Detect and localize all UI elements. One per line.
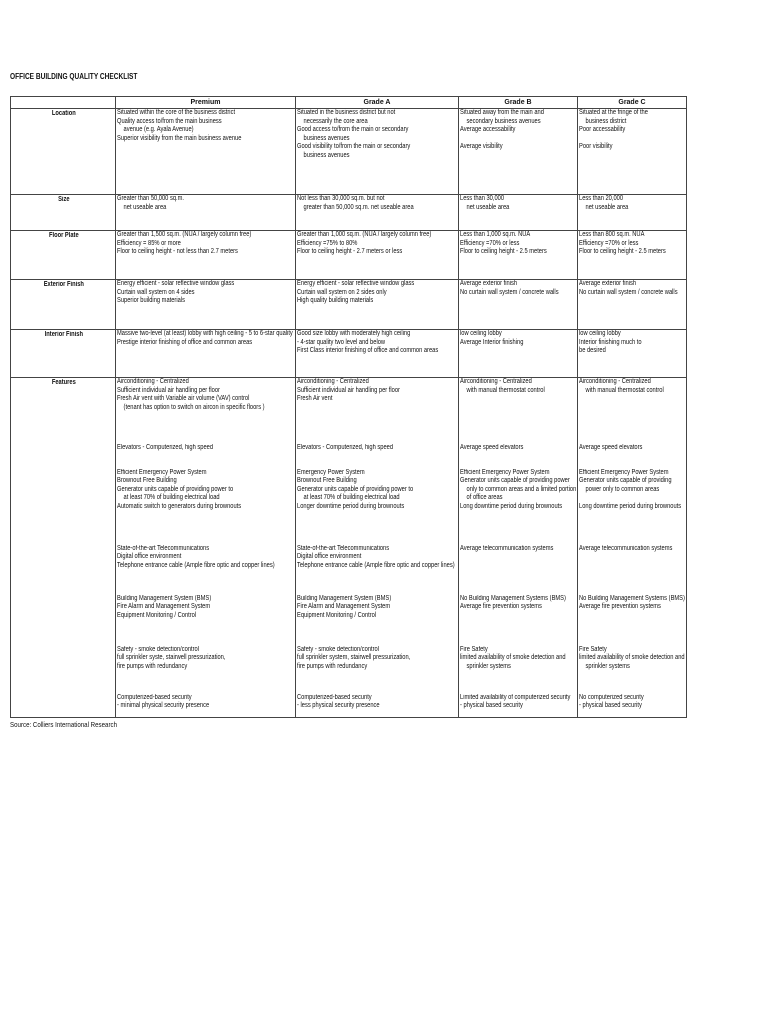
cell-premium <box>116 231 296 280</box>
cell-line: secondary business avenues <box>466 117 541 125</box>
cell-line: No curtain wall system / concrete walls <box>460 288 559 296</box>
cell-line: Telephone entrance cable (Ample fibre optic and copper lines) <box>297 561 455 569</box>
cell-line: No computerized security <box>579 693 644 701</box>
cell-line: Airconditioning - Centralized <box>117 378 189 385</box>
cell-line: Limited availability of computerized security <box>460 693 571 701</box>
cell-line: Massive two-level (at least) lobby with high ceiling - 5 to 6-star quality <box>117 330 293 337</box>
cell-line: Efficiency =70% or less <box>579 239 639 247</box>
category-label: Size <box>57 196 70 203</box>
cell-line: Digital office environment <box>117 553 182 561</box>
cell-line: Situated within the core of the business district <box>117 109 236 116</box>
header-category <box>11 97 116 109</box>
cell-line: Sufficient individual air handling per floor <box>297 386 400 394</box>
cell-line: Long downtime period during brownouts <box>579 502 682 510</box>
cell-line: Efficiency =75% to 80% <box>297 239 358 247</box>
cell-line: - minimal physical security presence <box>117 702 210 710</box>
row-size <box>11 195 687 231</box>
cell-line: Computerized-based security <box>117 693 192 701</box>
cell-line: Less than 20,000 <box>579 195 624 202</box>
cell-grade-a <box>296 469 459 545</box>
cell-line: - physical based security <box>460 702 523 710</box>
cell-grade-b <box>459 231 578 280</box>
cell-line: with manual thermostat control <box>585 386 664 394</box>
cell-line: Curtain wall system on 4 sides <box>117 288 195 296</box>
cell-line: Automatic switch to generators during brownouts <box>117 502 242 510</box>
cell-line: Average exterior finish <box>460 280 518 287</box>
cell-line: Building Management System (BMS) <box>117 594 212 602</box>
cell-line: Brownout Free Building <box>297 477 357 485</box>
cell-premium <box>116 646 296 694</box>
row-interior-finish <box>11 330 687 378</box>
cell-line: Poor visibility <box>579 143 613 151</box>
cell-line: necessarily the core area <box>303 117 368 125</box>
cell-line: Telephone entrance cable (Ample fibre optic and copper lines) <box>117 561 275 569</box>
cell-line: Floor to ceiling height - 2.5 meters <box>579 248 666 256</box>
cell-grade-b <box>459 195 578 231</box>
cell-grade-a <box>296 694 459 718</box>
cell-grade-a <box>296 109 459 195</box>
cell-line: Curtain wall system on 2 sides only <box>297 288 387 296</box>
cell-line: Computerized-based security <box>297 693 372 701</box>
cell-line: - 4-star quality two level and below <box>297 338 386 346</box>
cell-line: Fire Alarm and Management System <box>297 603 391 611</box>
cell-grade-c <box>578 469 687 545</box>
quality-checklist-table <box>10 96 687 718</box>
row-exterior-finish <box>11 280 687 330</box>
cell-line: greater than 50,000 sq.m. net useable area <box>303 203 414 211</box>
source-note: Source: Colliers International Research <box>10 720 117 729</box>
category-label: Exterior Finish <box>43 281 84 288</box>
cell-line: Airconditioning - Centralized <box>297 378 369 385</box>
cell-premium <box>116 545 296 595</box>
cell-line: Generator units capable of providing power to <box>117 485 234 493</box>
cell-line: Average telecommunication systems <box>579 544 673 552</box>
cell-grade-c <box>578 195 687 231</box>
cell-line: business avenues <box>303 151 350 159</box>
cell-line: Floor to ceiling height - 2.7 meters or less <box>297 248 403 256</box>
cell-line: Digital office environment <box>297 553 362 561</box>
cell-line: low ceiling lobby <box>579 330 621 337</box>
cell-line: Less than 30,000 <box>460 195 505 202</box>
cell-grade-b <box>459 280 578 330</box>
cell-line: Fire Safety <box>460 645 488 653</box>
cell-grade-c <box>578 694 687 718</box>
cell-line: Good access to/from the main or secondary <box>297 126 409 134</box>
header-row <box>11 97 687 109</box>
cell-line: Floor to ceiling height - 2.5 meters <box>460 248 547 256</box>
cell-line: Generator units capable of providing <box>579 477 672 485</box>
cell-grade-a <box>296 195 459 231</box>
cell-line: full sprinkler system, stairwell pressurization, <box>297 654 411 662</box>
cell-line: Greater than 50,000 sq.m. <box>117 195 185 202</box>
cell-line: Fire Alarm and Management System <box>117 603 211 611</box>
cell-grade-b <box>459 109 578 195</box>
cell-grade-a <box>296 378 459 444</box>
cell-line <box>579 494 686 503</box>
cell-line: Average telecommunication systems <box>460 544 554 552</box>
category-label: Location <box>51 110 76 117</box>
cell-line: limited availability of smoke detection and <box>460 654 566 662</box>
cell-line: Situated away from the main and <box>460 109 544 116</box>
header-grade-a: Grade A <box>296 97 459 109</box>
document-title: OFFICE BUILDING QUALITY CHECKLIST <box>10 72 138 81</box>
cell-line: Less than 800 sq.m. NUA <box>579 231 645 238</box>
cell-line: Greater than 1,000 sq.m. (NUA / largely column free) <box>297 231 432 238</box>
cell-grade-c <box>578 545 687 595</box>
cell-grade-a <box>296 280 459 330</box>
cell-line: Equipment Monitoring / Control <box>297 611 377 619</box>
cell-line: Longer downtime period during brownouts <box>297 502 405 510</box>
cell-line: Airconditioning - Centralized <box>460 378 532 385</box>
cell-premium <box>116 694 296 718</box>
cell-line: full sprinkler syste, stairwell pressurization, <box>117 654 226 662</box>
cell-line: at least 70% of building electrical load <box>123 494 220 502</box>
cell-line: Average speed elevators <box>460 443 524 451</box>
cell-grade-b <box>459 646 578 694</box>
cell-grade-a <box>296 595 459 646</box>
cell-premium <box>116 330 296 378</box>
cell-line: State-of-the-art Telecommunications <box>297 544 390 552</box>
cell-grade-c <box>578 378 687 444</box>
cell-line: only to common areas and a limited portion <box>466 485 577 493</box>
cell-line: Generator units capable of providing power <box>460 477 570 485</box>
cell-line: Airconditioning - Centralized <box>579 378 651 385</box>
cell-line: Prestige interior finishing of office and common areas <box>117 338 253 346</box>
category-floor-plate <box>11 231 116 280</box>
cell-line: Floor to ceiling height - not less than 2.7 meters <box>117 248 238 256</box>
cell-line: Safety - smoke detection/control <box>297 645 379 653</box>
cell-grade-b <box>459 595 578 646</box>
cell-grade-b <box>459 444 578 469</box>
category-exterior-finish <box>11 280 116 330</box>
cell-line: avenue (e.g. Ayala Avenue) <box>123 126 194 134</box>
cell-line: power only to common areas <box>585 485 660 493</box>
cell-line: Superior building materials <box>117 297 185 305</box>
cell-line: (tenant has option to switch on aircon in specific floors ) <box>123 403 265 411</box>
cell-line: Situated at the fringe of the <box>579 109 648 116</box>
cell-line: Situated in the business district but not <box>297 109 396 116</box>
cell-line: net useable area <box>585 203 629 211</box>
cell-premium <box>116 378 296 444</box>
cell-grade-c <box>578 646 687 694</box>
cell-line: Efficiency =70% or less <box>460 239 520 247</box>
cell-line: Good size lobby with moderately high ceiling <box>297 330 411 337</box>
cell-line: Generator units capable of providing power to <box>297 485 414 493</box>
cell-line: Fresh Air vent with Variable air volume (VAV) control <box>117 395 250 403</box>
cell-line: No Building Management Systems (BMS) <box>579 594 685 602</box>
cell-line <box>579 135 686 144</box>
cell-line: Poor accessability <box>579 126 626 134</box>
cell-line: limited availability of smoke detection and <box>579 654 685 662</box>
cell-line: Equipment Monitoring / Control <box>117 611 197 619</box>
cell-line: First Class interior finishing of office and common areas <box>297 347 439 355</box>
cell-line: Efficient Emergency Power System <box>460 468 550 476</box>
cell-line: Efficiency = 85% or more <box>117 239 181 247</box>
cell-grade-c <box>578 330 687 378</box>
row-floor-plate <box>11 231 687 280</box>
cell-line: business avenues <box>303 134 350 142</box>
cell-line: be desired <box>579 347 606 355</box>
cell-grade-c <box>578 109 687 195</box>
cell-line: Fresh Air vent <box>297 395 333 403</box>
cell-line: Average fire prevention systems <box>460 603 542 611</box>
cell-grade-c <box>578 595 687 646</box>
cell-grade-b <box>459 469 578 545</box>
cell-line: Greater than 1,500 sq.m. (NUA / largely column free) <box>117 231 252 238</box>
cell-line <box>460 135 577 144</box>
cell-line: Brownout Free Building <box>117 477 177 485</box>
cell-line: fire pumps with redundancy <box>297 662 368 670</box>
cell-grade-a <box>296 330 459 378</box>
cell-grade-c <box>578 231 687 280</box>
cell-line: - physical based security <box>579 702 642 710</box>
cell-grade-b <box>459 330 578 378</box>
cell-line: Average speed elevators <box>579 443 643 451</box>
cell-line: net useable area <box>123 203 167 211</box>
cell-line: at least 70% of building electrical load <box>303 494 400 502</box>
cell-premium <box>116 469 296 545</box>
cell-line: sprinkler systems <box>585 662 630 670</box>
cell-line: Not less than 30,000 sq.m. but not <box>297 195 385 202</box>
cell-line: No Building Management Systems (BMS) <box>460 594 566 602</box>
category-size <box>11 195 116 231</box>
cell-grade-a <box>296 545 459 595</box>
cell-line: of office areas <box>466 494 503 502</box>
cell-premium <box>116 280 296 330</box>
cell-grade-b <box>459 545 578 595</box>
cell-premium <box>116 595 296 646</box>
cell-premium <box>116 444 296 469</box>
cell-grade-b <box>459 694 578 718</box>
cell-line: Sufficient individual air handling per floor <box>117 386 220 394</box>
cell-line: Elevators - Computerized, high speed <box>117 443 214 451</box>
header-grade-c: Grade C <box>578 97 687 109</box>
cell-line: Average accessability <box>460 126 516 134</box>
cell-line: Average Interior finishing <box>460 338 524 346</box>
cell-line: net useable area <box>466 203 510 211</box>
cell-line: Emergency Power System <box>297 468 365 476</box>
cell-line: Long downtime period during brownouts <box>460 502 563 510</box>
cell-line: Less than 1,000 sq.m. NUA <box>460 231 531 238</box>
cell-line: Superior visibility from the main business avenue <box>117 134 242 142</box>
cell-grade-c <box>578 444 687 469</box>
cell-line: Fire Safety <box>579 645 607 653</box>
cell-line: Energy efficient - solar reflective window glass <box>297 280 415 287</box>
cell-line: No curtain wall system / concrete walls <box>579 288 678 296</box>
cell-premium <box>116 195 296 231</box>
cell-line: with manual thermostat control <box>466 386 545 394</box>
category-label: Floor Plate <box>48 232 79 239</box>
header-grade-b: Grade B <box>459 97 578 109</box>
cell-line: Energy efficient - solar reflective window glass <box>117 280 235 287</box>
cell-line: Building Management System (BMS) <box>297 594 392 602</box>
cell-grade-c <box>578 280 687 330</box>
cell-grade-a <box>296 231 459 280</box>
cell-line: Average exterior finish <box>579 280 637 287</box>
cell-line: State-of-the-art Telecommunications <box>117 544 210 552</box>
cell-grade-a <box>296 444 459 469</box>
cell-line: Safety - smoke detection/control <box>117 645 199 653</box>
cell-line: Quality access to/from the main business <box>117 117 222 125</box>
cell-grade-b <box>459 378 578 444</box>
row-location <box>11 109 687 195</box>
cell-line: Average visibility <box>460 143 503 151</box>
cell-premium <box>116 109 296 195</box>
category-location <box>11 109 116 195</box>
cell-line: low ceiling lobby <box>460 330 502 337</box>
category-interior-finish <box>11 330 116 378</box>
cell-line: Efficient Emergency Power System <box>579 468 669 476</box>
cell-line: fire pumps with redundancy <box>117 662 188 670</box>
cell-line: - less physical security presence <box>297 702 380 710</box>
cell-line: Average fire prevention systems <box>579 603 661 611</box>
category-features <box>11 378 116 718</box>
cell-line: Efficient Emergency Power System <box>117 468 207 476</box>
cell-line: business district <box>585 117 627 125</box>
cell-line: Good visibility to/from the main or secondary <box>297 143 411 151</box>
category-label: Features <box>51 379 76 386</box>
cell-line: Interior finishing much to <box>579 338 642 346</box>
cell-grade-a <box>296 646 459 694</box>
category-label: Interior Finish <box>44 331 83 338</box>
row-features-1 <box>11 378 687 444</box>
cell-line: High quality building materials <box>297 297 374 305</box>
header-premium: Premium <box>116 97 296 109</box>
cell-line: sprinkler systems <box>466 662 511 670</box>
cell-line: Elevators - Computerized, high speed <box>297 443 394 451</box>
